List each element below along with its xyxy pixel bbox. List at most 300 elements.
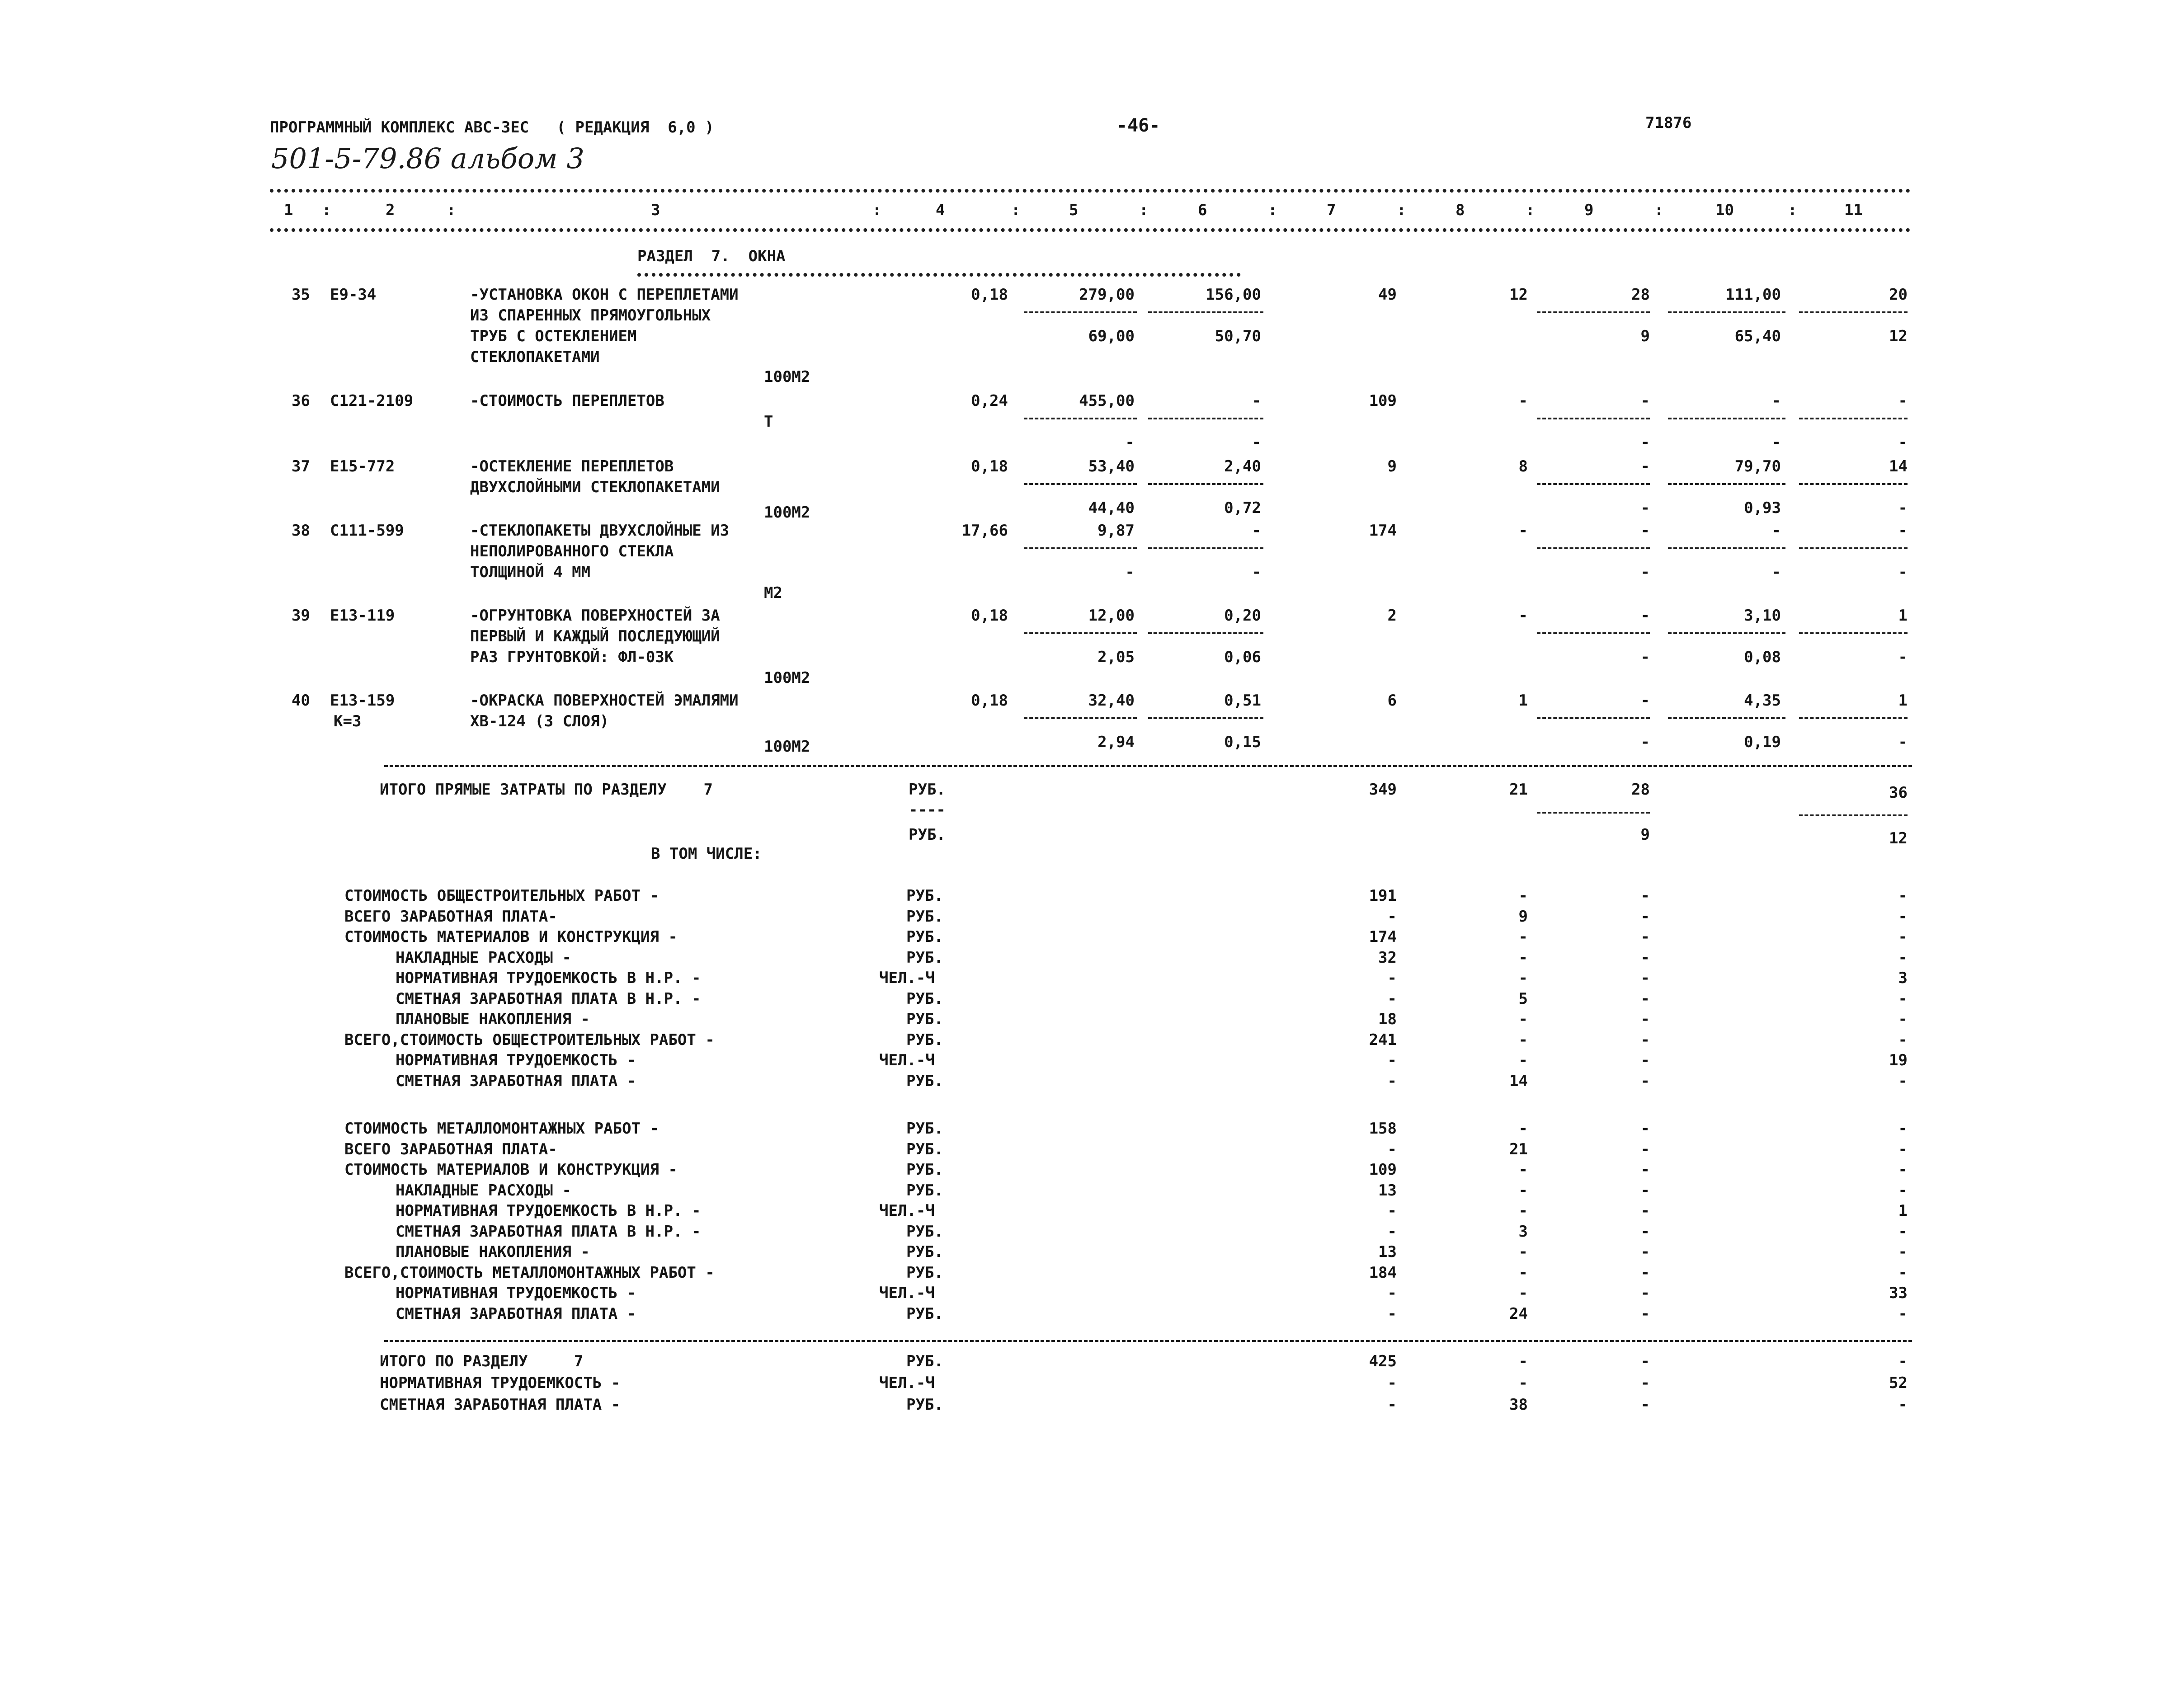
row-col11-bottom: - xyxy=(1898,733,1908,751)
row-col7: 49 xyxy=(1378,286,1397,304)
row-col10-divider xyxy=(1668,418,1785,419)
summary-col8: - xyxy=(1518,1264,1528,1282)
row-col6-bottom: - xyxy=(1252,433,1261,452)
final-label: СМЕТНАЯ ЗАРАБОТНАЯ ПЛАТА - xyxy=(380,1396,621,1414)
row-col9-divider xyxy=(1537,483,1650,485)
row-col6-bottom: 50,70 xyxy=(1215,327,1261,345)
total-dash: ---- xyxy=(909,801,946,819)
summary-col7: - xyxy=(1387,908,1397,926)
row-col5-bottom: 44,40 xyxy=(1088,499,1135,517)
header-bottom-line xyxy=(270,228,1911,232)
summary-col9: - xyxy=(1640,949,1650,967)
summary-label: ВСЕГО ЗАРАБОТНАЯ ПЛАТА- xyxy=(344,1140,557,1158)
row-unit: 100М2 xyxy=(764,738,810,756)
row-description: ХВ-124 (3 СЛОЯ) xyxy=(470,712,609,730)
row-code: Е13-119 xyxy=(330,607,395,625)
column-header-2: 2 xyxy=(386,201,395,219)
row-col8: 1 xyxy=(1518,692,1528,710)
summary-col7: - xyxy=(1387,1202,1397,1220)
summary-col9: - xyxy=(1640,1161,1650,1179)
summary-col11: - xyxy=(1898,949,1908,967)
column-separator: : xyxy=(1654,201,1664,219)
row-number: 35 xyxy=(292,286,310,304)
total-col11b: 12 xyxy=(1889,829,1908,847)
total-label: ИТОГО ПРЯМЫЕ ЗАТРАТЫ ПО РАЗДЕЛУ 7 xyxy=(380,781,713,799)
row-col9-top: - xyxy=(1640,392,1650,410)
summary-col8: - xyxy=(1518,1243,1528,1261)
summary-col8: - xyxy=(1518,1010,1528,1028)
row-number: 40 xyxy=(292,692,310,710)
row-col9-bottom: - xyxy=(1640,563,1650,581)
summary-col8: - xyxy=(1518,1031,1528,1049)
row-description: ПЕРВЫЙ И КАЖДЫЙ ПОСЛЕДУЮЩИЙ xyxy=(470,627,720,645)
row-description: -СТОИМОСТЬ ПЕРЕПЛЕТОВ xyxy=(470,392,664,410)
summary-unit: РУБ. xyxy=(906,1181,943,1200)
row-col4: 0,18 xyxy=(971,607,1008,625)
total-unit-1: РУБ. xyxy=(909,781,946,799)
summary-col8: 21 xyxy=(1509,1140,1528,1158)
summary-col11: 3 xyxy=(1898,969,1908,987)
row-code: Е15-772 xyxy=(330,457,395,475)
column-separator: : xyxy=(1788,201,1797,219)
summary-col8: - xyxy=(1518,969,1528,987)
total-unit-2: РУБ. xyxy=(909,826,946,844)
row-col7: 2 xyxy=(1387,607,1397,625)
row-col6-bottom: 0,15 xyxy=(1224,733,1261,751)
summary-col9: - xyxy=(1640,1243,1650,1261)
summary-label: СТОИМОСТЬ МЕТАЛЛОМОНТАЖНЫХ РАБОТ - xyxy=(344,1120,659,1138)
column-separator: : xyxy=(872,201,882,219)
row-number: 36 xyxy=(292,392,310,410)
summary-label: НАКЛАДНЫЕ РАСХОДЫ - xyxy=(396,1181,571,1200)
row-col10-top: 79,70 xyxy=(1734,457,1781,475)
summary-unit: РУБ. xyxy=(906,1120,943,1138)
row-col5-bottom: 2,05 xyxy=(1097,648,1135,666)
column-separator: : xyxy=(1139,201,1149,219)
row-col6-divider xyxy=(1148,717,1263,719)
summary-col9: - xyxy=(1640,1120,1650,1138)
row-description: РАЗ ГРУНТОВКОЙ: ФЛ-03К xyxy=(470,648,674,666)
summary-label: ПЛАНОВЫЕ НАКОПЛЕНИЯ - xyxy=(396,1010,590,1028)
summary-col9: - xyxy=(1640,1284,1650,1302)
total-separator xyxy=(384,765,1912,767)
row-col6-top: 0,20 xyxy=(1224,607,1261,625)
column-header-1: 1 xyxy=(284,201,293,219)
summary-col9: - xyxy=(1640,1181,1650,1200)
row-description: -ОГРУНТОВКА ПОВЕРХНОСТЕЙ ЗА xyxy=(470,607,720,625)
row-col4: 0,18 xyxy=(971,286,1008,304)
summary-col11: - xyxy=(1898,1243,1908,1261)
summary-unit: РУБ. xyxy=(906,908,943,926)
final-col9: - xyxy=(1640,1352,1650,1370)
summary-col7: 174 xyxy=(1369,928,1397,946)
final-label: ИТОГО ПО РАЗДЕЛУ 7 xyxy=(380,1352,584,1370)
row-unit: 100М2 xyxy=(764,669,810,687)
summary-col11: - xyxy=(1898,1072,1908,1090)
row-col10-divider xyxy=(1668,632,1785,634)
summary-col9: - xyxy=(1640,887,1650,905)
summary-col9: - xyxy=(1640,928,1650,946)
final-col7: - xyxy=(1387,1374,1397,1392)
total-col11a: 36 xyxy=(1889,784,1908,802)
row-code-k: К=3 xyxy=(334,712,362,730)
summary-col8: - xyxy=(1518,1284,1528,1302)
row-number: 37 xyxy=(292,457,310,475)
row-col4: 0,24 xyxy=(971,392,1008,410)
row-col11-bottom: 12 xyxy=(1889,327,1908,345)
row-col5-divider xyxy=(1024,717,1137,719)
summary-unit: РУБ. xyxy=(906,949,943,967)
summary-col7: 184 xyxy=(1369,1264,1397,1282)
row-col10-top: - xyxy=(1771,522,1781,540)
summary-col11: - xyxy=(1898,1305,1908,1323)
row-col9-divider xyxy=(1537,311,1650,313)
row-col5-divider xyxy=(1024,483,1137,485)
final-col11: - xyxy=(1898,1352,1908,1370)
summary-col9: - xyxy=(1640,1072,1650,1090)
summary-unit: РУБ. xyxy=(906,1161,943,1179)
summary-col8: 9 xyxy=(1518,908,1528,926)
in-number-label: В ТОМ ЧИСЛЕ: xyxy=(651,845,762,863)
row-col5-bottom: - xyxy=(1125,433,1135,452)
summary-label: НАКЛАДНЫЕ РАСХОДЫ - xyxy=(396,949,571,967)
column-header-11: 11 xyxy=(1844,201,1863,219)
row-col9-top: - xyxy=(1640,457,1650,475)
summary-col9: - xyxy=(1640,990,1650,1008)
column-separator: : xyxy=(1268,201,1277,219)
row-col6-bottom: - xyxy=(1252,563,1261,581)
row-col11-bottom: - xyxy=(1898,563,1908,581)
summary-col9: - xyxy=(1640,969,1650,987)
summary-col8: - xyxy=(1518,1181,1528,1200)
final-separator xyxy=(384,1340,1912,1342)
summary-col11: - xyxy=(1898,928,1908,946)
row-unit: М2 xyxy=(764,584,782,602)
row-col10-bottom: 0,19 xyxy=(1744,733,1781,751)
column-separator: : xyxy=(447,201,456,219)
total-col8: 21 xyxy=(1509,781,1528,799)
row-col9-bottom: - xyxy=(1640,648,1650,666)
row-col9-divider xyxy=(1537,547,1650,549)
row-col8: 12 xyxy=(1509,286,1528,304)
summary-col11: - xyxy=(1898,1120,1908,1138)
summary-col8: - xyxy=(1518,1051,1528,1069)
column-separator: : xyxy=(1397,201,1406,219)
row-col11-divider xyxy=(1799,483,1908,485)
final-label: НОРМАТИВНАЯ ТРУДОЕМКОСТЬ - xyxy=(380,1374,621,1392)
row-col10-bottom: - xyxy=(1771,563,1781,581)
summary-col7: 13 xyxy=(1378,1181,1397,1200)
summary-label: СТОИМОСТЬ МАТЕРИАЛОВ И КОНСТРУКЦИЯ - xyxy=(344,928,678,946)
summary-col9: - xyxy=(1640,1223,1650,1241)
row-number: 38 xyxy=(292,522,310,540)
final-col11: 52 xyxy=(1889,1374,1908,1392)
summary-col7: 13 xyxy=(1378,1243,1397,1261)
summary-unit: ЧЕЛ.-Ч xyxy=(879,1284,935,1302)
row-col11-divider xyxy=(1799,632,1908,634)
summary-unit: РУБ. xyxy=(906,990,943,1008)
summary-unit: ЧЕЛ.-Ч xyxy=(879,1051,935,1069)
column-header-7: 7 xyxy=(1327,201,1336,219)
row-col10-top: 111,00 xyxy=(1725,286,1781,304)
summary-col11: - xyxy=(1898,887,1908,905)
row-description: -УСТАНОВКА ОКОН С ПЕРЕПЛЕТАМИ xyxy=(470,286,739,304)
summary-label: СМЕТНАЯ ЗАРАБОТНАЯ ПЛАТА - xyxy=(396,1072,636,1090)
row-description: ДВУХСЛОЙНЫМИ СТЕКЛОПАКЕТАМИ xyxy=(470,478,720,496)
row-col11-divider xyxy=(1799,418,1908,419)
column-header-9: 9 xyxy=(1584,201,1594,219)
summary-col8: - xyxy=(1518,1120,1528,1138)
summary-label: СМЕТНАЯ ЗАРАБОТНАЯ ПЛАТА В Н.Р. - xyxy=(396,1223,701,1241)
final-col7: 425 xyxy=(1369,1352,1397,1370)
row-description: ИЗ СПАРЕННЫХ ПРЯМОУГОЛЬНЫХ xyxy=(470,306,711,325)
final-col8: - xyxy=(1518,1374,1528,1392)
column-header-8: 8 xyxy=(1455,201,1465,219)
row-col10-divider xyxy=(1668,547,1785,549)
summary-col9: - xyxy=(1640,1051,1650,1069)
summary-col9: - xyxy=(1640,1010,1650,1028)
handwritten-title: 501-5-79.86 альбом 3 xyxy=(271,142,584,175)
row-col11-top: - xyxy=(1898,522,1908,540)
summary-unit: ЧЕЛ.-Ч xyxy=(879,1202,935,1220)
section-underline xyxy=(637,273,1241,277)
summary-unit: РУБ. xyxy=(906,1072,943,1090)
row-col9-divider xyxy=(1537,418,1650,419)
row-col7: 6 xyxy=(1387,692,1397,710)
column-header-4: 4 xyxy=(936,201,945,219)
document-code: 71876 xyxy=(1645,114,1692,132)
summary-col9: - xyxy=(1640,1140,1650,1158)
row-col7: 9 xyxy=(1387,457,1397,475)
summary-unit: РУБ. xyxy=(906,1010,943,1028)
final-col9: - xyxy=(1640,1396,1650,1414)
final-col11: - xyxy=(1898,1396,1908,1414)
row-col9-bottom: 9 xyxy=(1640,327,1650,345)
row-col9-top: - xyxy=(1640,607,1650,625)
row-description: СТЕКЛОПАКЕТАМИ xyxy=(470,348,600,366)
row-col6-top: 2,40 xyxy=(1224,457,1261,475)
summary-col11: 33 xyxy=(1889,1284,1908,1302)
row-col11-divider xyxy=(1799,717,1908,719)
summary-col7: 191 xyxy=(1369,887,1397,905)
row-col6-divider xyxy=(1148,632,1263,634)
summary-col7: 109 xyxy=(1369,1161,1397,1179)
row-col7: 174 xyxy=(1369,522,1397,540)
program-header: ПРОГРАММНЫЙ КОМПЛЕКС АВС-ЗЕС ( РЕДАКЦИЯ 6,0 ) xyxy=(270,118,714,136)
summary-col7: - xyxy=(1387,1284,1397,1302)
row-col5-top: 12,00 xyxy=(1088,607,1135,625)
total-col9b: 9 xyxy=(1640,826,1650,844)
summary-col7: 158 xyxy=(1369,1120,1397,1138)
row-col6-top: - xyxy=(1252,522,1261,540)
summary-label: СТОИМОСТЬ ОБЩЕСТРОИТЕЛЬНЫХ РАБОТ - xyxy=(344,887,659,905)
row-col10-bottom: - xyxy=(1771,433,1781,452)
summary-unit: РУБ. xyxy=(906,1223,943,1241)
column-header-3: 3 xyxy=(651,201,660,219)
summary-col8: - xyxy=(1518,949,1528,967)
row-col10-top: 3,10 xyxy=(1744,607,1781,625)
row-unit: Т xyxy=(764,413,773,431)
row-description: -СТЕКЛОПАКЕТЫ ДВУХСЛОЙНЫЕ ИЗ xyxy=(470,522,730,540)
row-number: 39 xyxy=(292,607,310,625)
summary-label: НОРМАТИВНАЯ ТРУДОЕМКОСТЬ В Н.Р. - xyxy=(396,1202,701,1220)
summary-col7: 18 xyxy=(1378,1010,1397,1028)
summary-col9: - xyxy=(1640,1031,1650,1049)
summary-label: СМЕТНАЯ ЗАРАБОТНАЯ ПЛАТА В Н.Р. - xyxy=(396,990,701,1008)
row-col11-top: 14 xyxy=(1889,457,1908,475)
summary-col8: 24 xyxy=(1509,1305,1528,1323)
final-col8: 38 xyxy=(1509,1396,1528,1414)
summary-col8: 5 xyxy=(1518,990,1528,1008)
row-col4: 0,18 xyxy=(971,457,1008,475)
row-col4: 17,66 xyxy=(961,522,1008,540)
summary-col11: - xyxy=(1898,908,1908,926)
final-col7: - xyxy=(1387,1396,1397,1414)
row-code: С121-2109 xyxy=(330,392,414,410)
row-col6-divider xyxy=(1148,483,1263,485)
final-unit: ЧЕЛ.-Ч xyxy=(879,1374,935,1392)
row-col10-bottom: 0,93 xyxy=(1744,499,1781,517)
summary-label: НОРМАТИВНАЯ ТРУДОЕМКОСТЬ - xyxy=(396,1051,636,1069)
column-separator: : xyxy=(1011,201,1021,219)
summary-label: ВСЕГО ЗАРАБОТНАЯ ПЛАТА- xyxy=(344,908,557,926)
summary-col7: - xyxy=(1387,990,1397,1008)
summary-col9: - xyxy=(1640,908,1650,926)
total-col9a: 28 xyxy=(1631,781,1650,799)
row-col11-bottom: - xyxy=(1898,499,1908,517)
summary-col7: - xyxy=(1387,1305,1397,1323)
row-col8: - xyxy=(1518,607,1528,625)
row-col5-divider xyxy=(1024,311,1137,313)
section-title: РАЗДЕЛ 7. ОКНА xyxy=(637,247,786,265)
row-col5-divider xyxy=(1024,418,1137,419)
final-unit: РУБ. xyxy=(906,1352,943,1370)
summary-col11: - xyxy=(1898,990,1908,1008)
row-unit: 100М2 xyxy=(764,503,810,522)
summary-col7: - xyxy=(1387,969,1397,987)
summary-col7: 32 xyxy=(1378,949,1397,967)
summary-col8: - xyxy=(1518,887,1528,905)
row-col6-divider xyxy=(1148,547,1263,549)
summary-col8: 3 xyxy=(1518,1223,1528,1241)
row-col9-bottom: - xyxy=(1640,499,1650,517)
row-description: ТОЛЩИНОЙ 4 ММ xyxy=(470,563,591,581)
summary-col11: - xyxy=(1898,1181,1908,1200)
summary-unit: РУБ. xyxy=(906,887,943,905)
row-col11-top: - xyxy=(1898,392,1908,410)
row-description: -ОКРАСКА ПОВЕРХНОСТЕЙ ЭМАЛЯМИ xyxy=(470,692,739,710)
column-header-5: 5 xyxy=(1069,201,1079,219)
final-unit: РУБ. xyxy=(906,1396,943,1414)
column-header-6: 6 xyxy=(1198,201,1207,219)
row-col5-top: 455,00 xyxy=(1079,392,1135,410)
summary-label: ВСЕГО,СТОИМОСТЬ МЕТАЛЛОМОНТАЖНЫХ РАБОТ - xyxy=(344,1264,715,1282)
summary-col11: 19 xyxy=(1889,1051,1908,1069)
row-col5-bottom: 69,00 xyxy=(1088,327,1135,345)
row-col7: 109 xyxy=(1369,392,1397,410)
summary-unit: РУБ. xyxy=(906,1140,943,1158)
row-col6-bottom: 0,72 xyxy=(1224,499,1261,517)
row-col5-divider xyxy=(1024,547,1137,549)
row-col10-bottom: 0,08 xyxy=(1744,648,1781,666)
summary-label: ВСЕГО,СТОИМОСТЬ ОБЩЕСТРОИТЕЛЬНЫХ РАБОТ - xyxy=(344,1031,715,1049)
header-top-line xyxy=(270,189,1911,193)
row-col9-top: 28 xyxy=(1631,286,1650,304)
summary-col11: - xyxy=(1898,1223,1908,1241)
row-col9-divider xyxy=(1537,717,1650,719)
summary-col11: - xyxy=(1898,1264,1908,1282)
row-col11-top: 20 xyxy=(1889,286,1908,304)
row-col10-divider xyxy=(1668,311,1785,313)
row-col6-top: 156,00 xyxy=(1206,286,1261,304)
total-col7: 349 xyxy=(1369,781,1397,799)
summary-col7: - xyxy=(1387,1140,1397,1158)
summary-col11: - xyxy=(1898,1140,1908,1158)
summary-col11: - xyxy=(1898,1031,1908,1049)
summary-unit: РУБ. xyxy=(906,1243,943,1261)
row-col11-divider xyxy=(1799,311,1908,313)
row-col6-divider xyxy=(1148,418,1263,419)
row-code: С111-599 xyxy=(330,522,404,540)
row-col10-divider xyxy=(1668,717,1785,719)
row-col4: 0,18 xyxy=(971,692,1008,710)
row-col10-bottom: 65,40 xyxy=(1734,327,1781,345)
row-col11-bottom: - xyxy=(1898,648,1908,666)
summary-col7: - xyxy=(1387,1223,1397,1241)
summary-label: СТОИМОСТЬ МАТЕРИАЛОВ И КОНСТРУКЦИЯ - xyxy=(344,1161,678,1179)
row-col9-top: - xyxy=(1640,692,1650,710)
summary-unit: РУБ. xyxy=(906,928,943,946)
page-number: -46- xyxy=(1116,115,1160,136)
row-col8: - xyxy=(1518,522,1528,540)
total-col9-divider xyxy=(1537,812,1650,814)
summary-unit: РУБ. xyxy=(906,1031,943,1049)
row-col8: 8 xyxy=(1518,457,1528,475)
row-col9-divider xyxy=(1537,632,1650,634)
row-col9-bottom: - xyxy=(1640,433,1650,452)
column-separator: : xyxy=(1526,201,1535,219)
row-col11-top: 1 xyxy=(1898,607,1908,625)
row-col6-divider xyxy=(1148,311,1263,313)
summary-col9: - xyxy=(1640,1264,1650,1282)
row-col5-bottom: 2,94 xyxy=(1097,733,1135,751)
summary-unit: ЧЕЛ.-Ч xyxy=(879,969,935,987)
row-col9-bottom: - xyxy=(1640,733,1650,751)
row-col8: - xyxy=(1518,392,1528,410)
column-header-10: 10 xyxy=(1715,201,1734,219)
total-col11-divider xyxy=(1799,814,1908,816)
summary-label: СМЕТНАЯ ЗАРАБОТНАЯ ПЛАТА - xyxy=(396,1305,636,1323)
summary-col9: - xyxy=(1640,1305,1650,1323)
row-col11-divider xyxy=(1799,547,1908,549)
row-code: Е9-34 xyxy=(330,286,377,304)
row-unit: 100М2 xyxy=(764,368,810,386)
summary-col11: 1 xyxy=(1898,1202,1908,1220)
summary-col9: - xyxy=(1640,1202,1650,1220)
row-description: -ОСТЕКЛЕНИЕ ПЕРЕПЛЕТОВ xyxy=(470,457,674,475)
row-col6-top: - xyxy=(1252,392,1261,410)
summary-label: ПЛАНОВЫЕ НАКОПЛЕНИЯ - xyxy=(396,1243,590,1261)
row-col5-top: 9,87 xyxy=(1097,522,1135,540)
row-col9-top: - xyxy=(1640,522,1650,540)
summary-label: НОРМАТИВНАЯ ТРУДОЕМКОСТЬ - xyxy=(396,1284,636,1302)
final-col8: - xyxy=(1518,1352,1528,1370)
row-description: НЕПОЛИРОВАННОГО СТЕКЛА xyxy=(470,542,674,560)
row-col5-top: 279,00 xyxy=(1079,286,1135,304)
summary-col8: 14 xyxy=(1509,1072,1528,1090)
row-col5-divider xyxy=(1024,632,1137,634)
summary-col8: - xyxy=(1518,1161,1528,1179)
